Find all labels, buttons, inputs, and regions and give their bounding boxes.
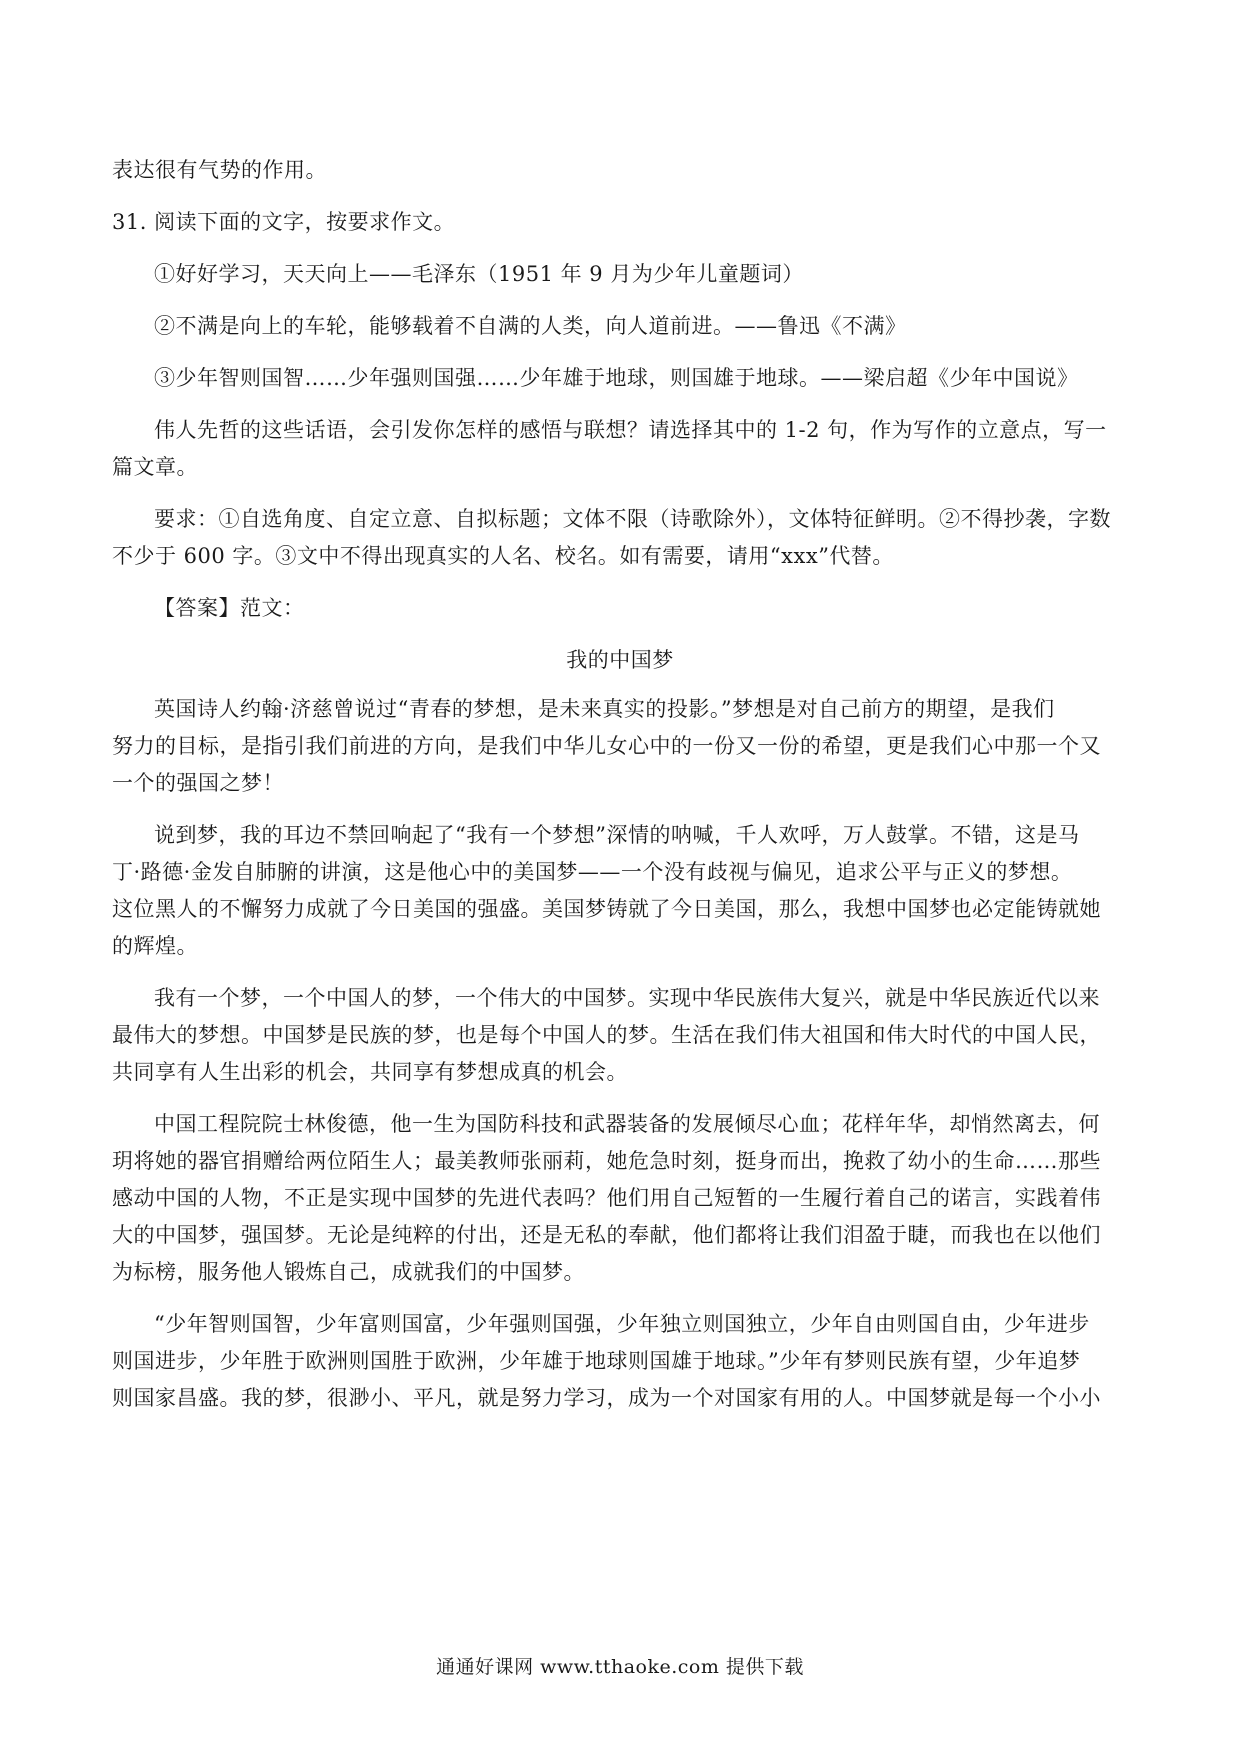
essay-paragraph [112, 691, 1128, 802]
text-line: 最伟大的梦想。中国梦是民族的梦，也是每个中国人的梦。生活在我们伟大祖国和伟大时代的中国人民， [112, 1023, 1101, 1047]
question-paragraph [112, 360, 1128, 397]
text-line: “少年智则国智，少年富则国富，少年强则国强，少年独立则国独立，少年自由则国自由，少年进步 [154, 1312, 1090, 1336]
text-line: 英国诗人约翰·济慈曾说过“青春的梦想，是未来真实的投影。”梦想是对自己前方的期望，是我们 [154, 697, 1055, 721]
question-paragraph [112, 590, 1128, 627]
text-line: 我有一个梦，一个中国人的梦，一个伟大的中国梦。实现中华民族伟大复兴，就是中华民族近代以来 [154, 986, 1100, 1010]
text-line: 【答案】范文： [154, 596, 305, 620]
text-line: 则国家昌盛。我的梦，很渺小、平凡，就是努力学习，成为一个对国家有用的人。中国梦就是每一个小小 [112, 1386, 1101, 1410]
text-line: 丁·路德·金发自肺腑的讲演，这是他心中的美国梦——一个没有歧视与偏见，追求公平与正义的梦想。 [112, 860, 1073, 884]
text-line: 大的中国梦，强国梦。无论是纯粹的付出，还是无私的奉献，他们都将让我们泪盈于睫，而我也在以他们 [112, 1223, 1101, 1247]
question-paragraph [112, 501, 1128, 575]
text-line: ③少年智则国智……少年强则国强……少年雄于地球，则国雄于地球。——梁启超《少年中国说》 [154, 366, 1079, 390]
text-line: 一个的强国之梦！ [112, 771, 284, 795]
text-line: 篇文章。 [112, 455, 198, 479]
text-line: ①好好学习，天天向上——毛泽东（1951 年 9 月为少年儿童题词） [154, 262, 804, 286]
text-line: 要求：①自选角度、自定立意、自拟标题；文体不限（诗歌除外），文体特征鲜明。②不得抄袭，字数 [154, 507, 1111, 531]
text-line: 表达很有气势的作用。 [112, 158, 327, 182]
essay-paragraph [112, 980, 1128, 1091]
essay-paragraph [112, 1306, 1128, 1417]
text-line: 这位黑人的不懈努力成就了今日美国的强盛。美国梦铸就了今日美国，那么，我想中国梦也必定能铸就她 [112, 897, 1101, 921]
text-line: 则国进步，少年胜于欧洲则国胜于欧洲，少年雄于地球则国雄于地球。”少年有梦则民族有望，少年追梦 [112, 1349, 1081, 1373]
essay-title: 我的中国梦 [566, 648, 674, 672]
question-paragraph [112, 412, 1128, 486]
text-line: 不少于 600 字。③文中不得出现真实的人名、校名。如有需要，请用“xxx”代替。 [112, 544, 894, 568]
text-line: 的辉煌。 [112, 934, 198, 958]
page-footer: 通通好课网 www.tthaoke.com 提供下载 [436, 1656, 804, 1678]
document-body [112, 152, 1128, 1417]
text-line: 中国工程院院士林俊德，他一生为国防科技和武器装备的发展倾尽心血；花样年华，却悄然离去，何 [154, 1112, 1100, 1136]
question-paragraph [112, 256, 1128, 293]
text-line: 努力的目标，是指引我们前进的方向，是我们中华儿女心中的一份又一份的希望，更是我们心中那一个又 [112, 734, 1101, 758]
question-paragraph [112, 308, 1128, 345]
question-paragraph [112, 152, 1128, 189]
text-line: 感动中国的人物，不正是实现中国梦的先进代表吗？他们用自己短暂的一生履行着自己的诺言，实践着伟 [112, 1186, 1101, 1210]
text-line: 为标榜，服务他人锻炼自己，成就我们的中国梦。 [112, 1260, 585, 1284]
question-heading [112, 204, 1128, 241]
text-line: 说到梦，我的耳边不禁回响起了“我有一个梦想”深情的呐喊，千人欢呼，万人鼓掌。不错，这是马 [154, 823, 1080, 847]
text-line: 玥将她的器官捐赠给两位陌生人；最美教师张丽莉，她危急时刻，挺身而出，挽救了幼小的生命……那些 [112, 1149, 1101, 1173]
essay-paragraph [112, 1106, 1128, 1291]
text-line: 31. 阅读下面的文字，按要求作文。 [112, 210, 456, 234]
text-line: 伟人先哲的这些话语，会引发你怎样的感悟与联想？请选择其中的 1-2 句，作为写作的立意点，写一 [154, 418, 1107, 442]
text-line: ②不满是向上的车轮，能够载着不自满的人类，向人道前进。——鲁迅《不满》 [154, 314, 907, 338]
text-line: 共同享有人生出彩的机会，共同享有梦想成真的机会。 [112, 1060, 628, 1084]
essay-paragraph [112, 817, 1128, 965]
